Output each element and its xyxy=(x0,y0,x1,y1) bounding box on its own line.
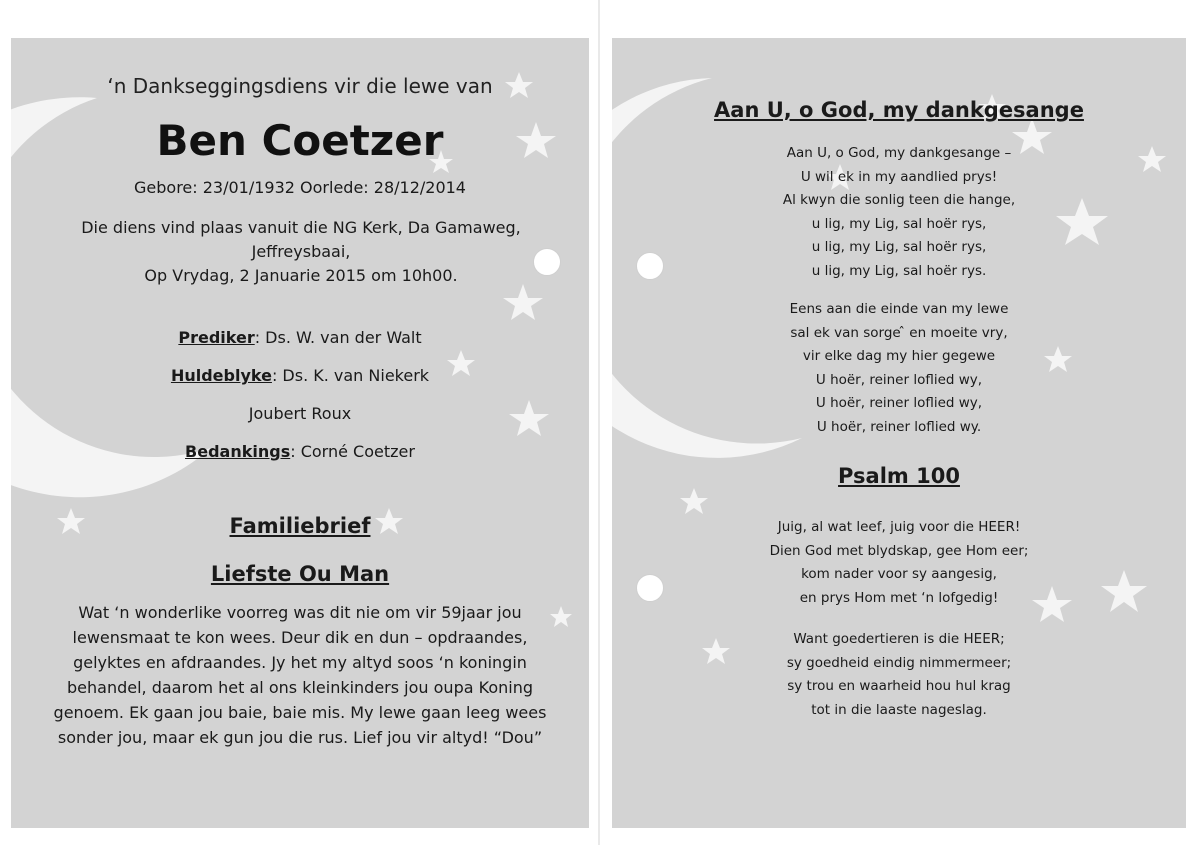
service-venue xyxy=(71,216,531,288)
punch-hole xyxy=(533,248,561,276)
left-page-content xyxy=(11,38,589,828)
letter-line: genoem. Ek gaan jou baie, baie mis. My lewe gaan leeg wees xyxy=(53,703,547,722)
psalm-verse-1 xyxy=(672,516,1126,610)
verse-line: sy goedheid eindig nimmermeer; xyxy=(786,654,1012,671)
verse-line: U wil ek in my aandlied prys! xyxy=(800,168,998,185)
huldeblyke-line-2 xyxy=(11,404,589,423)
bedankings-label: Bedankings xyxy=(185,442,291,461)
family-letter xyxy=(45,600,555,750)
punch-hole xyxy=(636,574,664,602)
hymn-verse-1 xyxy=(672,142,1126,284)
letter-line: behandel, daarom het al ons kleinkinders jou oupa Koning xyxy=(67,678,533,697)
verse-line: U hoër, reiner loflied wy. xyxy=(816,418,982,435)
letter-line: Wat ‘n wonderlike voorreg was dit nie om vir 59jaar jou xyxy=(78,603,522,622)
venue-line: Op Vrydag, 2 Januarie 2015 om 10h00. xyxy=(144,266,458,285)
life-dates: Gebore: 23/01/1932 Oorlede: 28/12/2014 xyxy=(134,178,466,197)
left-page xyxy=(11,38,589,828)
verse-line: Al kwyn die sonlig teen die hange, xyxy=(782,192,1016,209)
verse-line: Want goedertieren is die HEER; xyxy=(793,631,1005,647)
verse-line: sy trou en waarheid hou hul krag xyxy=(787,678,1011,695)
fold-line xyxy=(598,0,600,845)
bedankings-value: : Corné Coetzer xyxy=(290,442,415,461)
huldeblyke-label: Huldeblyke xyxy=(170,366,272,385)
psalm-verse-2 xyxy=(672,628,1126,722)
psalm-title: Psalm 100 xyxy=(838,464,960,488)
verse-line: u lig, my Lig, sal hoër rys. xyxy=(811,262,987,279)
letter-line: gelyktes en afdraandes. Jy het my altyd soos ‘n koningin xyxy=(73,653,527,672)
venue-line: Jeffreysbaai, xyxy=(251,242,351,261)
verse-line: Dien God met blydskap, gee Hom eer; xyxy=(769,542,1029,559)
right-page xyxy=(612,38,1186,828)
prediker-line xyxy=(11,328,589,347)
verse-line: U hoër, reiner loflied wy, xyxy=(815,371,983,388)
verse-line: Aan U, o God, my dankgesange – xyxy=(786,145,1012,161)
huldeblyke-value: : Ds. K. van Niekerk xyxy=(271,366,430,385)
verse-line: u lig, my Lig, sal hoër rys, xyxy=(811,215,987,232)
service-intro: ‘n Dankseggingsdiens vir die lewe van xyxy=(107,74,493,98)
verse-line: vir elke dag my hier gegewe xyxy=(802,348,996,365)
hymn-verse-2 xyxy=(672,298,1126,440)
verse-line: kom nader voor sy aangesig, xyxy=(801,566,997,583)
letter-line: sonder jou, maar ek gun jou die rus. Lief jou vir altyd! “Dou” xyxy=(57,728,543,747)
familiebrief-heading: Familiebrief xyxy=(229,514,371,538)
letter-heading: Liefste Ou Man xyxy=(210,562,390,586)
hymn-title: Aan U, o God, my dankgesange xyxy=(714,98,1084,122)
huldeblyke-value-2: Joubert Roux xyxy=(248,404,352,423)
verse-line: Juig, al wat leef, juig voor die HEER! xyxy=(777,519,1021,535)
deceased-name: Ben Coetzer xyxy=(156,116,444,165)
letter-line: lewensmaat te kon wees. Deur dik en dun – opdraandes, xyxy=(72,628,528,647)
prediker-label: Prediker xyxy=(178,328,255,347)
verse-line: U hoër, reiner loflied wy, xyxy=(815,395,983,412)
huldeblyke-line xyxy=(11,366,589,385)
venue-line: Die diens vind plaas vanuit die NG Kerk, Da Gamaweg, xyxy=(81,218,521,237)
verse-line: u lig, my Lig, sal hoër rys, xyxy=(811,239,987,256)
right-page-content xyxy=(612,38,1186,828)
verse-line: Eens aan die einde van my lewe xyxy=(789,301,1009,317)
prediker-value: : Ds. W. van der Walt xyxy=(254,328,422,347)
punch-hole xyxy=(636,252,664,280)
bedankings-line xyxy=(11,442,589,461)
verse-line: en prys Hom met ‘n lofgedig! xyxy=(799,589,999,606)
verse-line: tot in die laaste nageslag. xyxy=(811,701,987,718)
verse-line: sal ek van sorge ̂ en moeite vry, xyxy=(790,324,1008,341)
